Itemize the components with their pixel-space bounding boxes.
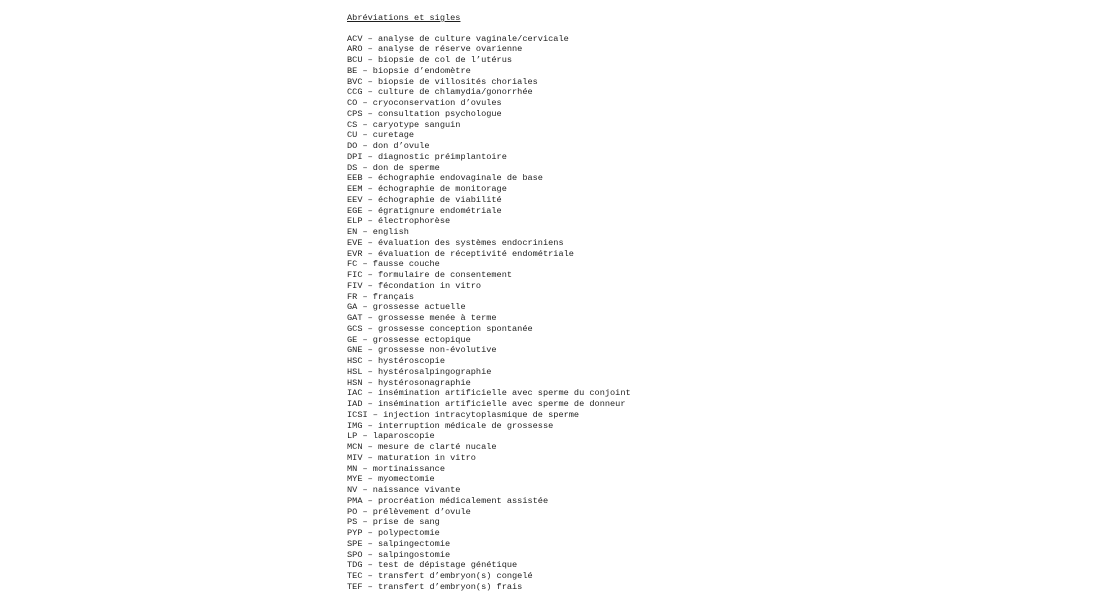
abbreviation-entry: MIV – maturation in vitro	[347, 452, 476, 463]
abbreviation-entry: EEM – échographie de monitorage	[347, 184, 507, 194]
abbreviation-entry: GNE – grossesse non-évolutive	[347, 345, 497, 356]
abbreviation-entry: BE – biopsie d’endomètre	[347, 65, 471, 76]
abbreviation-entry: MN – mortinaissance	[347, 463, 445, 474]
abbreviation-entry: LP – laparoscopie	[347, 431, 435, 442]
abbreviation-entry: FR – français	[347, 291, 415, 302]
abbreviation-entry: HSC – hystéroscopie	[347, 356, 445, 366]
abbreviation-entry: SPE – salpingectomie	[347, 538, 451, 549]
abbreviation-entry: ICSI – injection intracytoplasmique de sperme	[347, 409, 580, 420]
abbreviation-entry: GCS – grossesse conception spontanée	[347, 323, 533, 334]
abbreviation-entry: CPS – consultation psychologue	[347, 108, 502, 119]
abbreviation-entry: FIV – fécondation in vitro	[347, 280, 482, 291]
abbreviation-entry: HSL – hystérosalpingographie	[347, 366, 492, 377]
abbreviation-entry: EN – english	[347, 227, 409, 237]
abbreviation-entry: EEB – échographie endovaginale de base	[347, 173, 543, 184]
document-page	[347, 12, 1047, 593]
abbreviation-entry: DO – don d’ovule	[347, 141, 430, 151]
abbreviation-entry: GAT – grossesse menée à terme	[347, 313, 497, 323]
abbreviation-entry: CU – curetage	[347, 130, 415, 141]
abbreviation-entry: GA – grossesse actuelle	[347, 302, 466, 313]
abbreviation-list	[347, 34, 1047, 593]
abbreviation-entry: PO – prélèvement d’ovule	[347, 506, 471, 517]
abbreviation-entry: IMG – interruption médicale de grossesse	[347, 420, 554, 431]
abbreviation-entry: IAC – insémination artificielle avec sperme du conjoint	[347, 388, 631, 399]
abbreviation-entry: EVE – évaluation des systèmes endocriniens	[347, 237, 564, 248]
document-title: Abréviations et sigles	[347, 13, 461, 23]
abbreviation-entry: PYP – polypectomie	[347, 528, 440, 538]
abbreviation-entry: TEC – transfert d’embryon(s) congelé	[347, 571, 533, 581]
abbreviation-entry: BVC – biopsie de villosités choriales	[347, 76, 538, 87]
abbreviation-entry: ARO – analyse de réserve ovarienne	[347, 44, 523, 55]
abbreviation-entry: CO – cryoconservation d’ovules	[347, 98, 502, 108]
abbreviation-entry: TDG – test de dépistage génétique	[347, 560, 518, 571]
abbreviation-entry: GE – grossesse ectopique	[347, 334, 471, 345]
abbreviation-entry: EEV – échographie de viabilité	[347, 194, 502, 205]
abbreviation-entry: CCG – culture de chlamydia/gonorrhée	[347, 87, 533, 98]
abbreviation-entry: TEF – transfert d’embryon(s) frais	[347, 581, 523, 592]
abbreviation-entry: NV – naissance vivante	[347, 485, 461, 495]
abbreviation-entry: PS – prise de sang	[347, 517, 440, 528]
abbreviation-entry: CS – caryotype sanguin	[347, 119, 461, 130]
abbreviation-entry: MYE – myomectomie	[347, 474, 435, 485]
abbreviation-entry: PMA – procréation médicalement assistée	[347, 495, 549, 506]
abbreviation-entry: DS – don de sperme	[347, 162, 440, 173]
abbreviation-entry: MCN – mesure de clarté nucale	[347, 442, 497, 452]
abbreviation-entry: SPO – salpingostomie	[347, 549, 451, 560]
abbreviation-entry: DPI – diagnostic préimplantoire	[347, 151, 507, 162]
abbreviation-entry: EGE – égratignure endométriale	[347, 205, 502, 216]
abbreviation-entry: IAD – insémination artificielle avec sperme de donneur	[347, 399, 626, 409]
abbreviation-entry: ACV – analyse de culture vaginale/cervicale	[347, 33, 569, 44]
abbreviation-entry: FIC – formulaire de consentement	[347, 270, 513, 280]
abbreviation-entry: BCU – biopsie de col de l’utérus	[347, 55, 513, 65]
abbreviation-entry: HSN – hystérosonagraphie	[347, 377, 471, 388]
abbreviation-entry: ELP – électrophorèse	[347, 216, 451, 227]
abbreviation-entry: EVR – évaluation de réceptivité endométriale	[347, 248, 574, 259]
abbreviation-entry: FC – fausse couche	[347, 259, 440, 270]
